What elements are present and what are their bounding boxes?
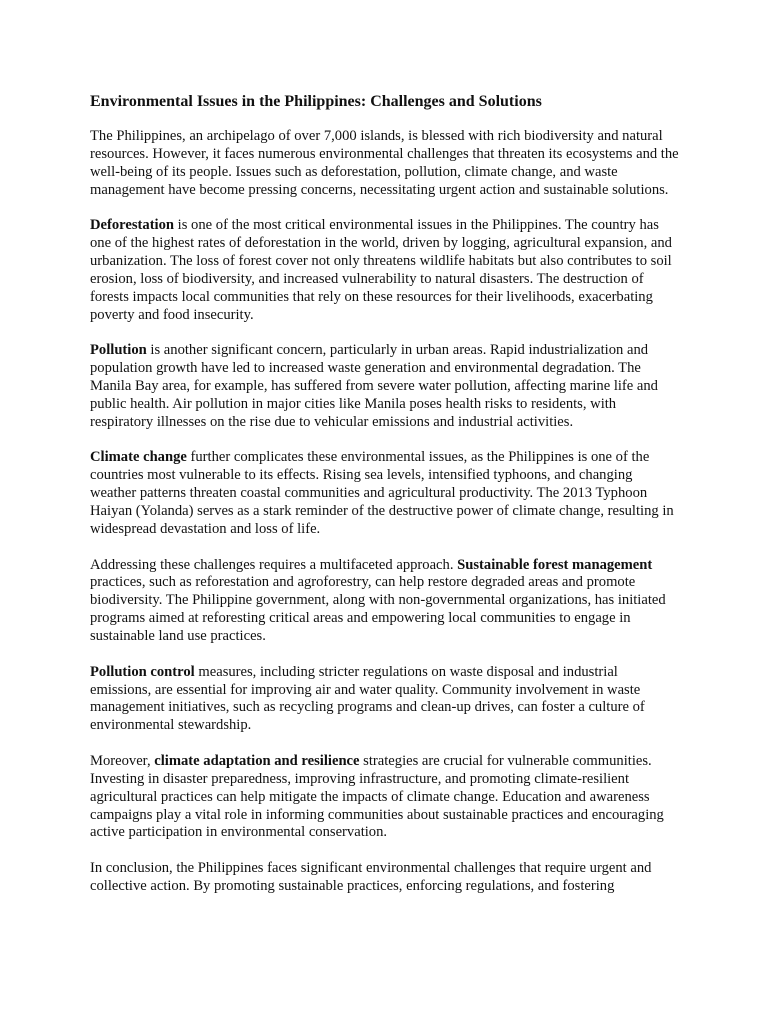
intro-text: The Philippines, an archipelago of over 7,000 islands, is blessed with rich biodiversity and natural resources. However, it faces numerous environmental challenges that threaten its ecosystems and the well-being of its people. Issues such as deforestation, pollution, climate change, and waste management have become pressing concerns, necessitating urgent action and sustainable solutions. — [90, 128, 679, 198]
pollution-term: Pollution — [90, 342, 147, 359]
paragraph-deforestation — [90, 217, 682, 324]
deforestation-term: Deforestation — [90, 217, 175, 234]
climate-change-term: Climate change — [90, 449, 187, 466]
paragraph-adaptation — [90, 753, 682, 843]
conclusion-text: In conclusion, the Philippines faces significant environmental challenges that require urgent and collective action. By promoting sustainable practices, enforcing regulations, and fostering — [90, 859, 652, 894]
paragraph-intro — [90, 128, 682, 200]
pollution-control-term: Pollution control — [90, 663, 195, 680]
paragraph-pollution — [90, 342, 682, 432]
adaptation-lead: Moreover, — [90, 752, 155, 769]
deforestation-text: is one of the most critical environmental issues in the Philippines. The country has one of the highest rates of deforestation in the world, driven by logging, agricultural expansion, and urbanization. The loss of forest cover not only threatens wildlife habitats but also contributes to soil erosion, loss of biodiversity, and increased vulnerability to natural disasters. The destruction of forests impacts local communities that rely on these resources for their livelihoods, exacerbating poverty and food insecurity. — [90, 217, 672, 323]
paragraph-conclusion — [90, 860, 682, 896]
pollution-text: is another significant concern, particularly in urban areas. Rapid industrialization and population growth have led to increased waste generation and environmental degradation. The Manila Bay area, for example, has suffered from severe water pollution, affecting marine life and public health. Air pollution in major cities like Manila poses health risks to residents, with respiratory illnesses on the rise due to vehicular emissions and industrial activities. — [90, 342, 658, 430]
forest-management-text: practices, such as reforestation and agroforestry, can help restore degraded areas and promote biodiversity. The Philippine government, along with non-governmental organizations, has initiated programs aimed at reforesting critical areas and empowering local communities to engage in sustainable land use practices. — [90, 574, 666, 645]
adaptation-term: climate adaptation and resilience — [154, 752, 360, 769]
document-title: Environmental Issues in the Philippines: Challenges and Solutions — [90, 93, 542, 110]
adaptation-text: strategies are crucial for vulnerable communities. Investing in disaster preparedness, improving infrastructure, and promoting climate-resilient agricultural practices can help mitigate the impacts of climate change. Education and awareness campaigns play a vital role in informing communities about sustainable practices and encouraging active participation in environmental conservation. — [90, 752, 664, 841]
paragraph-climate-change — [90, 449, 682, 539]
paragraph-forest-management — [90, 557, 682, 647]
document-body — [90, 92, 682, 913]
forest-management-lead: Addressing these challenges requires a multifaceted approach. — [90, 556, 458, 573]
pollution-control-text: measures, including stricter regulations on waste disposal and industrial emissions, are essential for improving air and water quality. Community involvement in waste management initiatives, such as recycling programs and clean-up drives, can foster a culture of environmental stewardship. — [90, 663, 645, 734]
paragraph-pollution-control — [90, 664, 682, 736]
climate-change-text: further complicates these environmental issues, as the Philippines is one of the countries most vulnerable to its effects. Rising sea levels, intensified typhoons, and changing weather patterns threaten coastal communities and agricultural productivity. The 2013 Typhoon Haiyan (Yolanda) serves as a stark reminder of the destructive power of climate change, resulting in widespread devastation and loss of life. — [90, 449, 674, 537]
forest-management-term: Sustainable forest management — [457, 556, 653, 573]
